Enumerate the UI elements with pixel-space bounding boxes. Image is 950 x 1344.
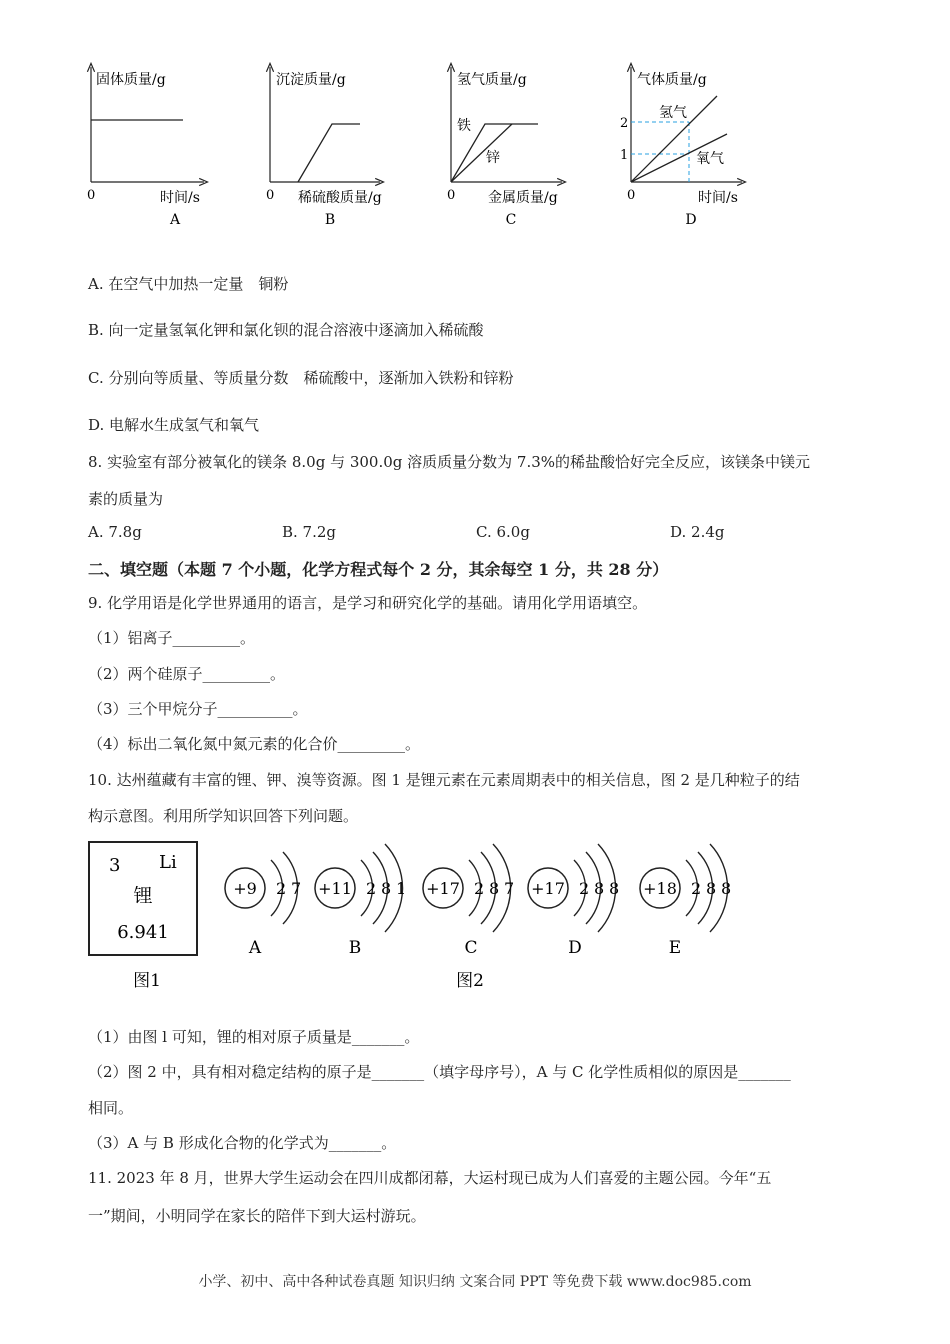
graphs-figure — [80, 62, 780, 232]
particle-c-shell-1: 2 — [474, 879, 485, 898]
section-heading: 二、填空题（本题 7 个小题，化学方程式每个 2 分，其余每空 1 分，共 28 分） — [88, 560, 669, 579]
graph-d-tick-2: 2 — [620, 116, 629, 131]
particle-b — [315, 844, 406, 958]
q8-stem-line1: 8. 实验室有部分被氧化的镁条 8.0g 与 300.0g 溶质质量分数为 7.3%的稀盐酸恰好完全反应，该镁条中镁元 — [88, 453, 811, 471]
particle-b-nucleus: +11 — [318, 879, 352, 898]
graph-c — [447, 67, 562, 228]
graph-b — [266, 67, 382, 228]
particle-d-shell-2: 8 — [594, 879, 605, 898]
particle-d-shell-1: 2 — [579, 879, 590, 898]
graph-d-oxygen-label: 氧气 — [696, 151, 724, 167]
graph-a-ylabel: 固体质量/g — [96, 72, 166, 88]
particle-a — [225, 852, 301, 958]
particle-d-label: D — [568, 938, 582, 958]
element-mass: 6.941 — [117, 922, 169, 943]
particle-e-nucleus: +18 — [643, 879, 677, 898]
graph-b-ylabel: 沉淀质量/g — [276, 72, 346, 88]
graph-b-line — [298, 124, 360, 182]
graph-d-xlabel: 时间/s — [698, 190, 738, 206]
q10-sub-1: （1）由图 l 可知，锂的相对原子质量是_______。 — [88, 1028, 420, 1046]
particle-e-shell-2: 8 — [706, 879, 717, 898]
particle-d-nucleus: +17 — [531, 879, 565, 898]
graph-a — [87, 67, 204, 228]
particle-b-shell-3: 1 — [396, 879, 407, 898]
particle-e-shell-3: 8 — [721, 879, 732, 898]
q9-item-3: （3）三个甲烷分子__________。 — [88, 700, 308, 718]
q7-option-b: B. 向一定量氢氧化钾和氯化钡的混合溶液中逐滴加入稀硫酸 — [88, 321, 484, 339]
q10-sub-2-line1: （2）图 2 中，具有相对稳定结构的原子是_______（填字母序号），A 与 C 化学性质相似的原因是_______ — [88, 1063, 791, 1081]
particle-d-shell-3: 8 — [609, 879, 620, 898]
q10-stem-line2: 构示意图。利用所学知识回答下列问题。 — [88, 807, 359, 825]
q8-option-b: B. 7.2g — [282, 523, 337, 541]
graph-b-xlabel: 稀硫酸质量/g — [298, 190, 382, 206]
graph-a-origin: 0 — [87, 188, 96, 203]
particle-c-shell-3: 7 — [504, 879, 515, 898]
graph-d-caption: D — [685, 212, 697, 228]
q7-option-c: C. 分别向等质量、等质量分数 稀硫酸中，逐渐加入铁粉和锌粉 — [88, 369, 514, 387]
particle-c-label: C — [464, 938, 478, 958]
graph-a-caption: A — [169, 212, 181, 228]
q10-sub-2-line2: 相同。 — [88, 1099, 134, 1117]
q10-sub-3: （3）A 与 B 形成化合物的化学式为_______。 — [88, 1134, 397, 1152]
q11-stem-line1: 11. 2023 年 8 月，世界大学生运动会在四川成都闭幕，大运村现已成为人们喜爱的主题公园。今年“五 — [88, 1169, 772, 1187]
q10-figures — [85, 838, 765, 998]
particle-c-nucleus: +17 — [426, 879, 460, 898]
q11-stem-line2: 一”期间，小明同学在家长的陪伴下到大运村游玩。 — [88, 1207, 426, 1225]
graph-a-xlabel: 时间/s — [160, 190, 200, 206]
element-symbol: Li — [159, 852, 177, 873]
fig2-caption: 图2 — [456, 971, 484, 991]
graph-d-origin: 0 — [627, 188, 636, 203]
particle-a-shell-2: 7 — [291, 879, 302, 898]
particle-d — [528, 844, 619, 958]
q7-option-d: D. 电解水生成氢气和氧气 — [88, 416, 260, 434]
graph-c-ylabel: 氢气质量/g — [457, 72, 527, 88]
q7-option-a: A. 在空气中加热一定量 铜粉 — [88, 275, 289, 293]
particle-e-label: E — [668, 938, 682, 958]
fig1-caption: 图1 — [133, 971, 161, 991]
graph-c-iron-label: 铁 — [457, 118, 471, 134]
q8-option-a: A. 7.8g — [88, 523, 142, 541]
graph-c-xlabel: 金属质量/g — [488, 190, 558, 206]
q8-option-d: D. 2.4g — [670, 523, 725, 541]
particle-a-label: A — [248, 938, 262, 958]
graph-d-tick-1: 1 — [620, 148, 629, 163]
particle-a-shell-1: 2 — [276, 879, 287, 898]
q9-item-2: （2）两个硅原子_________。 — [88, 665, 286, 683]
graph-c-origin: 0 — [447, 188, 456, 203]
particle-e-shell-1: 2 — [691, 879, 702, 898]
particle-c-shell-2: 8 — [489, 879, 500, 898]
particle-b-label: B — [348, 938, 362, 958]
graph-d-hydrogen-label: 氢气 — [659, 105, 687, 121]
particle-e — [640, 844, 731, 958]
particle-b-shell-1: 2 — [366, 879, 377, 898]
q8-stem-line2: 素的质量为 — [88, 490, 164, 508]
q9-item-4: （4）标出二氧化氮中氮元素的化合价_________。 — [88, 735, 421, 753]
particle-a-nucleus: +9 — [233, 879, 257, 898]
graph-b-origin: 0 — [266, 188, 275, 203]
particle-b-shell-2: 8 — [381, 879, 392, 898]
graph-d — [620, 67, 742, 228]
q9-stem: 9. 化学用语是化学世界通用的语言，是学习和研究化学的基础。请用化学用语填空。 — [88, 594, 648, 612]
q9-item-1: （1）铝离子_________。 — [88, 629, 256, 647]
particle-c — [423, 844, 514, 958]
page-footer: 小学、初中、高中各种试卷真题 知识归纳 文案合同 PPT 等免费下载 www.doc985.com — [198, 1274, 752, 1290]
element-number: 3 — [109, 855, 121, 876]
graph-b-caption: B — [324, 212, 336, 228]
q10-stem-line1: 10. 达州蕴藏有丰富的锂、钾、溴等资源。图 1 是锂元素在元素周期表中的相关信息，图 2 是几种粒子的结 — [88, 771, 800, 789]
graph-c-caption: C — [505, 212, 517, 228]
graph-d-ylabel: 气体质量/g — [637, 72, 707, 88]
q8-option-c: C. 6.0g — [476, 523, 530, 541]
graph-c-zinc-label: 锌 — [486, 150, 500, 166]
element-name: 锂 — [133, 885, 153, 907]
